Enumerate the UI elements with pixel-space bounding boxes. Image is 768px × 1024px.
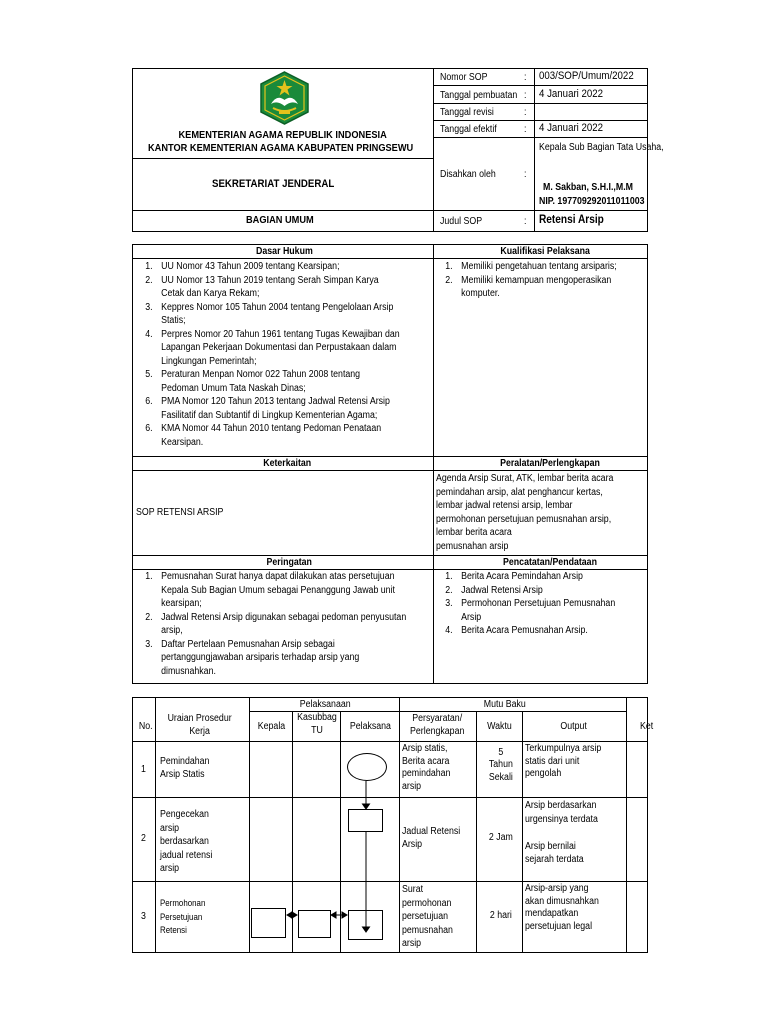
peringatan-title: Peringatan [266, 557, 312, 568]
meta-label-efektif: Tanggal efektif [440, 124, 497, 135]
col-output: Output [560, 721, 587, 732]
list-item: 3. Permohonan Persetujuan Pemusnahan Arsip [445, 598, 616, 623]
meta-value-nomor: 003/SOP/Umum/2022 [539, 70, 634, 82]
text-line: permohonan persetujuan pemusnahan arsip, [436, 513, 612, 525]
text-line: 5 [498, 747, 504, 758]
text-line: urgensinya terdata [525, 813, 598, 825]
list-item: 1. Berita Acara Pemindahan Arsip [445, 571, 583, 582]
text-line: pemindahan arsip, alat penghancur kertas, [436, 486, 603, 498]
text-line: Sekali [488, 771, 513, 783]
list-item: 5. Peraturan Menpan Nomor 022 Tahun 2008 tentang Pedoman Umum Tata Naskah Dinas; [145, 369, 361, 394]
text-line: Arsip [402, 838, 423, 850]
text-line: 2 hari [489, 910, 512, 921]
text-line: statis dari unit [525, 755, 580, 767]
col-pelaksana: Pelaksana [349, 721, 391, 732]
disahkan-title: Kepala Sub Bagian Tata Usaha, [539, 142, 664, 153]
text-line: Arsip statis, [402, 743, 448, 754]
text-line: Persetujuan [160, 911, 203, 922]
disahkan-nip: NIP. 197709292011011003 [539, 196, 645, 207]
text-line: 2 Jam [488, 832, 513, 843]
text-line: TU [311, 724, 323, 736]
meta-label-pembuatan: Tanggal pembuatan [440, 90, 518, 101]
disahkan-label: Disahkan oleh [440, 169, 496, 180]
meta-value-efektif: 4 Januari 2022 [539, 122, 604, 134]
col-kepala: Kepala [257, 721, 286, 732]
text-line: Arsip-arsip yang [525, 883, 589, 894]
meta-label-nomor: Nomor SOP [440, 72, 488, 83]
text-line: Jadual Retensi [402, 826, 461, 837]
col-no: No. [138, 721, 153, 732]
list-item: 4. Berita Acara Pemusnahan Arsip. [445, 625, 588, 636]
judul-value: Retensi Arsip [539, 214, 604, 226]
text-line: Tahun [488, 759, 513, 771]
text-line: persetujuan [402, 911, 448, 922]
list-item: 2. Memiliki kemampuan mengoperasikan komputer. [445, 274, 612, 299]
keterkaitan-title: Keterkaitan [263, 458, 312, 469]
col-pelaksanaan: Pelaksanaan [299, 699, 351, 710]
list-item: 2. Jadwal Retensi Arsip [445, 584, 543, 596]
col-ket: Ket [639, 721, 654, 732]
meta-value-pembuatan: 4 Januari 2022 [539, 88, 604, 100]
text-line: jadual retensi [160, 849, 213, 861]
org-line1: KEMENTERIAN AGAMA REPUBLIK INDONESIA [178, 129, 387, 141]
text-line: Kasubbag [297, 712, 337, 723]
list-item: 3. Keppres Nomor 105 Tahun 2004 tentang Pengelolaan Arsip Statis; [145, 301, 394, 326]
kualifikasi-title: Kualifikasi Pelaksana [500, 246, 590, 257]
section-title: BAGIAN UMUM [246, 214, 314, 226]
text-line: Retensi [160, 925, 187, 935]
text-line: Berita acara [402, 755, 450, 767]
text-line: Arsip berdasarkan [525, 800, 597, 811]
list-item: 2. UU Nomor 13 Tahun 2019 tentang Serah Simpan Karya Cetak dan Karya Rekam; [145, 274, 379, 299]
peralatan-title: Peralatan/Perlengkapan [500, 458, 600, 469]
dasar-hukum-title: Dasar Hukum [256, 246, 313, 257]
secretariat-title: SEKRETARIAT JENDERAL [212, 178, 335, 190]
text-line: Permohonan [160, 898, 206, 908]
row1-no: 1 [141, 764, 146, 775]
text-line: arsip [160, 863, 180, 875]
text-line: akan dimusnahkan [525, 895, 599, 907]
text-line: Pengecekan [160, 809, 209, 820]
list-item: 6. KMA Nomor 44 Tahun 2010 tentang Pedoman Penataan Kearsipan. [145, 423, 382, 448]
text-line: berdasarkan [160, 836, 209, 848]
list-item: 3. Daftar Pertelaan Pemusnahan Arsip sebagai pertanggungjawaban arsiparis terhadap arsip yang dimusnahkan. [145, 638, 360, 677]
text-line: Terkumpulnya arsip [525, 743, 602, 754]
list-item: 6. PMA Nomor 120 Tahun 2013 tentang Jadwal Retensi Arsip Fasilitatif dan Subtantif di Lingkup Kementerian Agama; [145, 396, 390, 421]
text-line: pemusnahan arsip [436, 540, 509, 552]
col-waktu: Waktu [487, 721, 512, 732]
text-line: arsip [160, 822, 180, 834]
meta-label-revisi: Tanggal revisi [440, 107, 494, 118]
text-line: Kerja [189, 725, 210, 737]
keterkaitan-text: SOP RETENSI ARSIP [136, 507, 224, 518]
text-line: sejarah terdata [525, 854, 584, 865]
org-line2: KANTOR KEMENTERIAN AGAMA KABUPATEN PRINGSEWU [148, 142, 414, 154]
text-line: persetujuan legal [525, 920, 593, 932]
list-item: 1. Memiliki pengetahuan tentang arsiparis; [445, 261, 617, 272]
col-mutu-baku: Mutu Baku [483, 699, 526, 710]
text-line: Surat [402, 884, 424, 895]
text-line: Persyaratan/ [412, 713, 463, 724]
text-line: Pemindahan [160, 756, 210, 767]
text-line: lembar jadwal retensi arsip, lembar [436, 500, 573, 512]
row2-no: 2 [141, 833, 146, 844]
text-line: Arsip bernilai [525, 840, 576, 852]
text-line: Agenda Arsip Surat, ATK, lembar berita acara [436, 473, 614, 484]
row3-no: 3 [141, 911, 146, 922]
list-item: 4. Perpres Nomor 20 Tahun 1961 tentang Tugas Kewajiban dan Lapangan Pekerjaan Dokumentasi dan Perpustakaan dalam Lingkungan Pemerintah; [145, 328, 400, 367]
list-item: 1. UU Nomor 43 Tahun 2009 tentang Kearsipan; [145, 261, 340, 272]
pencatatan-title: Pencatatan/Pendataan [503, 557, 597, 568]
text-line: Arsip Statis [160, 768, 205, 780]
judul-label: Judul SOP [440, 216, 483, 227]
list-item: 1. Pemusnahan Surat hanya dapat dilakukan atas persetujuan Kepala Sub Bagian Umum sebagai Penanggung Jawab unit kearsipan; [145, 571, 395, 609]
text-line: pemindahan [402, 768, 451, 780]
text-line: lembar berita acara [436, 527, 512, 539]
disahkan-name: M. Sakban, S.H.I.,M.M [543, 182, 633, 193]
text-line: Uraian Prosedur [167, 713, 232, 724]
text-line: pemusnahan [402, 924, 453, 936]
text-line: arsip [402, 938, 422, 949]
list-item: 2. Jadwal Retensi Arsip digunakan sebagai pedoman penyusutan arsip, [145, 611, 407, 636]
text-line: mendapatkan [525, 908, 579, 920]
text-line: Perlengkapan [410, 725, 465, 737]
text-line: arsip [402, 780, 422, 792]
text-line: pengolah [525, 768, 562, 780]
text-line: permohonan [402, 897, 452, 909]
